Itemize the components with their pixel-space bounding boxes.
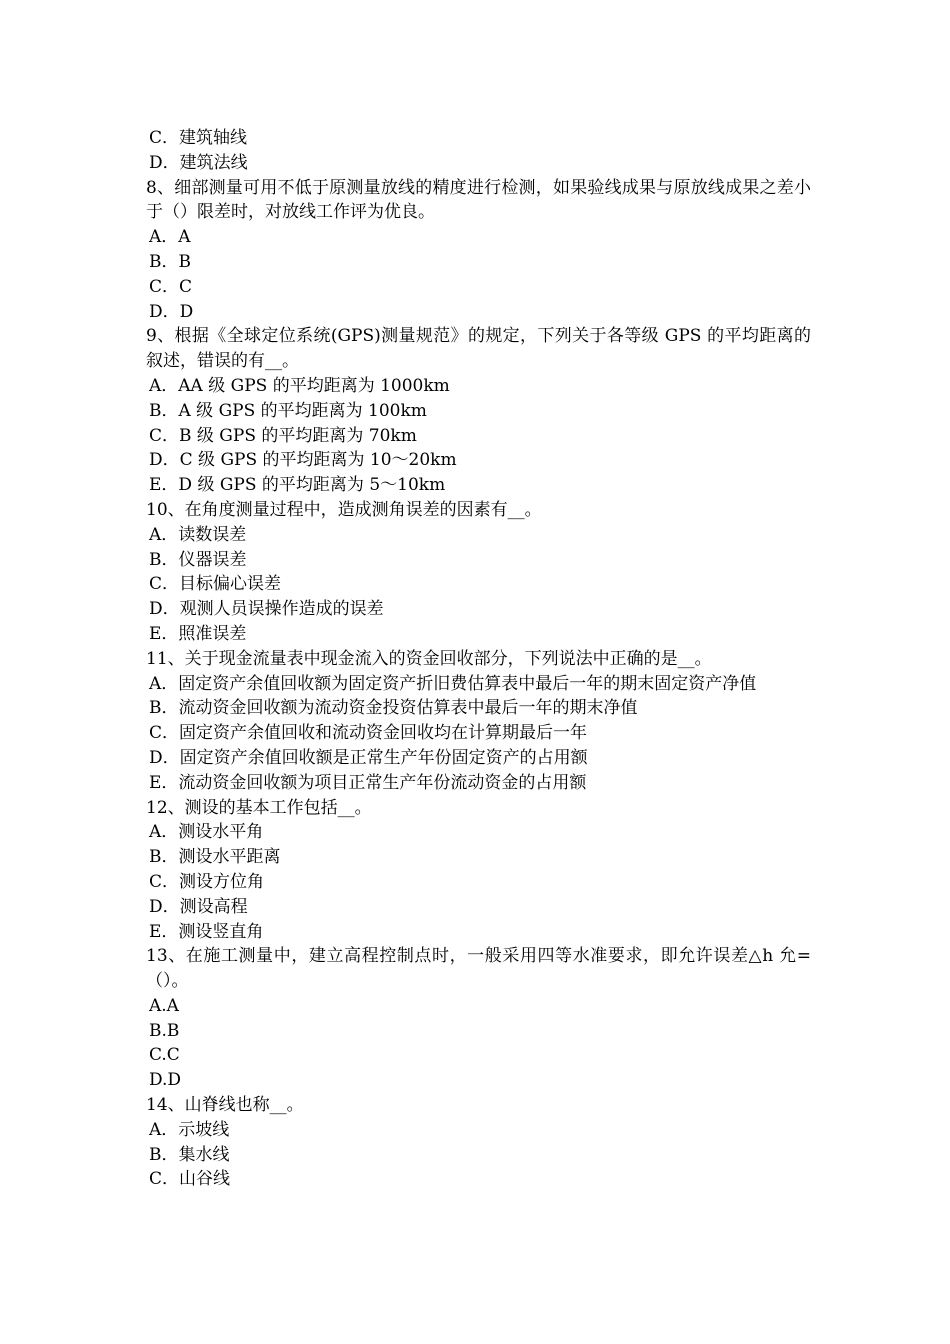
answer-option: C．目标偏心误差 — [149, 574, 282, 595]
answer-option: E．D 级 GPS 的平均距离为 5～10km — [149, 475, 446, 496]
answer-option: E．照准误差 — [149, 623, 247, 644]
answer-option: A.A — [149, 995, 179, 1016]
answer-option: B．流动资金回收额为流动资金投资估算表中最后一年的期末净值 — [149, 698, 638, 719]
answer-option: A．固定资产余值回收额为固定资产折旧费估算表中最后一年的期末固定资产净值 — [149, 673, 757, 694]
answer-option: A．读数误差 — [149, 524, 247, 545]
answer-option: C.C — [149, 1045, 180, 1066]
answer-option: C．建筑轴线 — [149, 128, 248, 148]
question-text: 8、细部测量可用不低于原测量放线的精度进行检测，如果验线成果与原放线成果之差小于（）限差时，对放线工作评为优良。 — [146, 177, 811, 223]
question-text: 9、根据《全球定位系统(GPS)测量规范》的规定，下列关于各等级 GPS 的平均距离的叙述，错误的有__。 — [146, 326, 811, 372]
answer-option: E．流动资金回收额为项目正常生产年份流动资金的占用额 — [149, 772, 587, 793]
answer-option: C．C — [149, 276, 193, 297]
answer-option: D．固定资产余值回收额是正常生产年份固定资产的占用额 — [149, 747, 588, 768]
answer-option: B．B — [149, 251, 191, 272]
answer-option: C．B 级 GPS 的平均距离为 70km — [149, 425, 417, 446]
question-text: 14、山脊线也称__。 — [146, 1095, 304, 1116]
question-text: 12、测设的基本工作包括__。 — [146, 797, 372, 818]
answer-option: D．观测人员误操作造成的误差 — [149, 599, 384, 620]
answer-option: C．固定资产余值回收和流动资金回收均在计算期最后一年 — [149, 723, 588, 744]
document-page — [146, 126, 811, 1192]
answer-option: C．山谷线 — [149, 1169, 231, 1190]
answer-option: A．AA 级 GPS 的平均距离为 1000km — [149, 375, 450, 396]
answer-option: B．仪器误差 — [149, 549, 247, 570]
answer-option: D．测设高程 — [149, 896, 248, 917]
question-text: 13、在施工测量中，建立高程控制点时，一般采用四等水准要求，即允许误差△h 允=（）。 — [146, 946, 811, 992]
question-text: 10、在角度测量过程中，造成测角误差的因素有__。 — [146, 499, 542, 520]
answer-option: A．A — [149, 227, 191, 248]
answer-option: D．C 级 GPS 的平均距离为 10～20km — [149, 450, 457, 471]
answer-option: B.B — [149, 1020, 180, 1041]
answer-option: A．测设水平角 — [149, 822, 264, 843]
answer-option: D．D — [149, 301, 194, 322]
answer-option: D．建筑法线 — [149, 152, 248, 173]
answer-option: D.D — [149, 1070, 182, 1091]
answer-option: B．测设水平距离 — [149, 847, 281, 868]
answer-option: C．测设方位角 — [149, 871, 265, 892]
answer-option: B．A 级 GPS 的平均距离为 100km — [149, 400, 427, 421]
answer-option: E．测设竖直角 — [149, 921, 264, 942]
answer-option: B．集水线 — [149, 1144, 230, 1165]
question-text: 11、关于现金流量表中现金流入的资金回收部分，下列说法中正确的是__。 — [146, 648, 712, 669]
answer-option: A．示坡线 — [149, 1119, 230, 1140]
